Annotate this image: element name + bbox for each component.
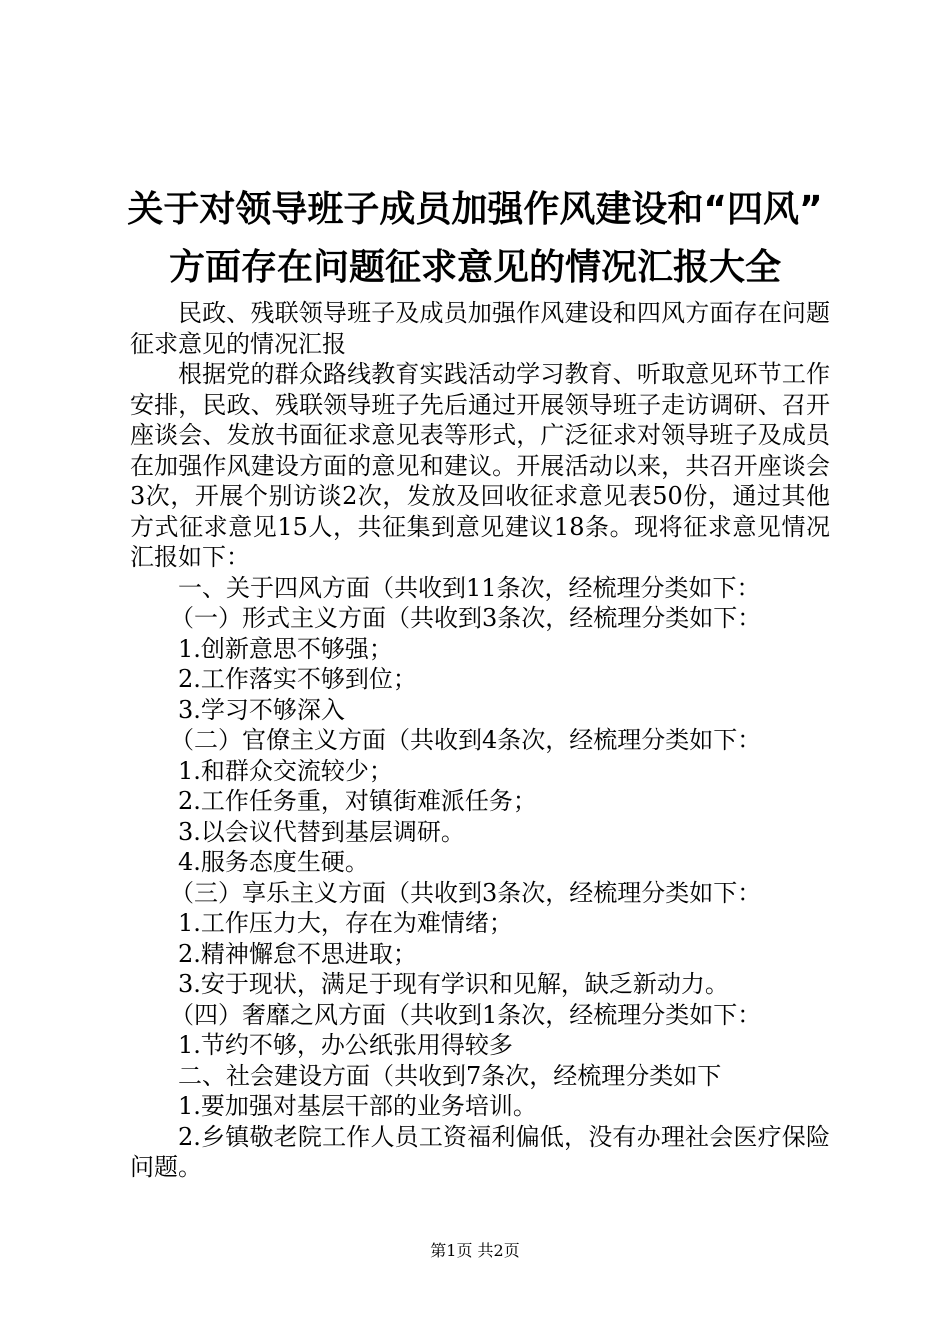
list-item: 2.工作任务重，对镇街难派任务； [178, 787, 537, 815]
document-body [130, 298, 830, 1183]
section-2-heading: 二、社会建设方面（共收到7条次，经梳理分类如下 [178, 1061, 722, 1090]
list-item: 2.乡镇敬老院工作人员工资福利偏低，没有办理社会医疗保险问题。 [130, 1122, 830, 1181]
list-item: 1.工作压力大，存在为难情绪； [178, 909, 513, 937]
section-1-heading: 一、关于四风方面（共收到11条次，经梳理分类如下： [178, 573, 761, 602]
list-item: 3.以会议代替到基层调研。 [178, 817, 465, 846]
list-item: 3.安于现状，满足于现有学识和见解，缺乏新动力。 [178, 970, 729, 998]
page-number: 第1页 共2页 [430, 1241, 520, 1260]
list-item: 1.创新意思不够强； [178, 634, 393, 663]
list-item: 1.节约不够，办公纸张用得较多 [178, 1031, 513, 1059]
subsection-3-heading: （三）享乐主义方面（共收到3条次，经梳理分类如下： [170, 878, 762, 907]
list-item: 1.要加强对基层干部的业务培训。 [178, 1092, 537, 1120]
subtitle-paragraph: 民政、残联领导班子及成员加强作风建设和四风方面存在问题征求意见的情况汇报 [130, 299, 830, 358]
document-title-line-2: 方面存在问题征求意见的情况汇报大全 [168, 247, 781, 288]
subsection-4-heading: （四）奢靡之风方面（共收到1条次，经梳理分类如下： [170, 1000, 762, 1029]
list-item: 3.学习不够深入 [178, 695, 345, 724]
list-item: 1.和群众交流较少； [178, 756, 393, 785]
list-item: 2.工作落实不够到位； [178, 665, 417, 693]
subsection-2-heading: （二）官僚主义方面（共收到4条次，经梳理分类如下： [170, 726, 762, 754]
intro-paragraph: 根据党的群众路线教育实践活动学习教育、听取意见环节工作安排，民政、残联领导班子先后通过开展领导班子走访调研、召开座谈会、发放书面征求意见表等形式，广泛征求对领导班子及成员在加强作风建设方面的意见和建议。开展活动以来，共召开座谈会3次，开展个别访谈2次，发放及回收征求意见表50份，通过其他方式征求意见15人，共征集到意见建议18条。现将征求意见情况汇报如下： [130, 360, 830, 571]
list-item: 2.精神懈怠不思进取； [178, 939, 417, 968]
document-title-line-1: 关于对领导班子成员加强作风建设和“四风” [127, 189, 823, 230]
subsection-1-heading: （一）形式主义方面（共收到3条次，经梳理分类如下： [170, 604, 762, 632]
list-item: 4.服务态度生硬。 [178, 848, 369, 876]
